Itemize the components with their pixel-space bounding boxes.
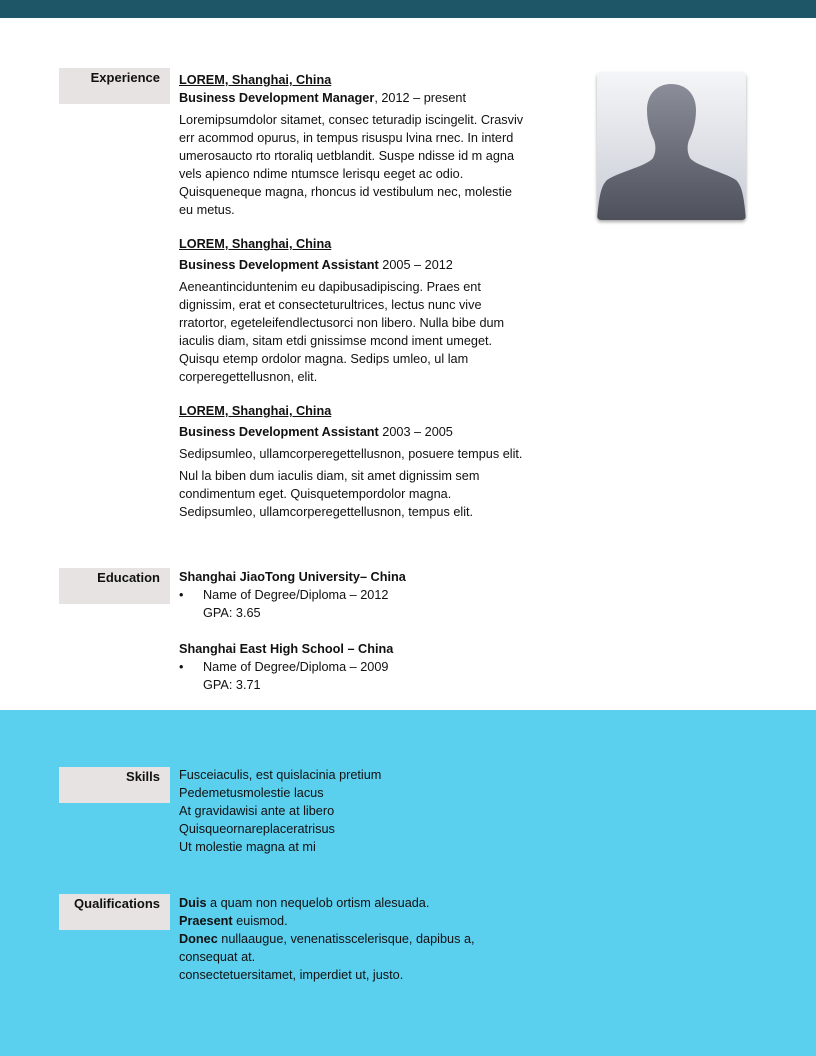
qualification-text: consectetuersitamet, imperdiet ut, justo.	[179, 968, 404, 982]
experience-list	[179, 71, 524, 521]
skill-item: At gravidawisi ante at libero	[179, 804, 335, 818]
job-title-line	[179, 423, 524, 441]
job-dates: , 2012 – present	[374, 91, 467, 105]
job-title: Business Development Assistant	[179, 258, 379, 272]
skill-item: Fusceiaculis, est quislacinia pretium	[179, 768, 382, 782]
job-dates: 2003 – 2005	[378, 425, 453, 439]
school-name: Shanghai JiaoTong University– China	[179, 570, 406, 584]
education-list	[179, 568, 524, 694]
skills-background-band	[0, 710, 816, 1056]
top-header-bar	[0, 0, 816, 18]
experience-section-label: Experience	[59, 68, 170, 104]
qualification-item	[179, 894, 479, 912]
job-entry	[179, 235, 524, 386]
qualification-keyword: Donec	[179, 932, 218, 946]
job-company: LOREM, Shanghai, China	[179, 73, 332, 87]
person-silhouette-icon	[597, 72, 746, 220]
profile-photo	[597, 72, 746, 220]
job-description: Aeneantinciduntenim eu dapibusadipiscing. Praes ent dignissim, erat et consecteturultrices, lectus nunc vive rratortor, egeteleifendlectusorci non libero. Nulla bibe dum iaculis diam, sitam etdi gnissimse mcond iment umeget. Quisqu etemp ordolor magna. Sedips umleo, ul lam corperegettellusnon, elit.	[179, 280, 505, 384]
degree-item: • Name of Degree/Diploma – 2012	[179, 586, 524, 604]
job-description: Nul la biben dum iaculis diam, sit amet dignissim sem condimentum eget. Quisquetempordolor magna. Sedipsumleo, ullamcorperegettellusnon, tempus elit.	[179, 469, 480, 519]
skills-list	[179, 766, 524, 856]
job-title-line	[179, 89, 524, 107]
job-company: LOREM, Shanghai, China	[179, 237, 332, 251]
education-entry	[179, 640, 524, 694]
qualifications-section-label: Qualifications	[59, 894, 170, 930]
qualification-keyword: Duis	[179, 896, 207, 910]
qualifications-list	[179, 894, 479, 984]
degree-item: • Name of Degree/Diploma – 2009	[179, 658, 524, 676]
job-description: Loremipsumdolor sitamet, consec teturadip iscingelit. Crasviv err acommod opurus, in tempus risuspu lvina rnec. In interd umerosaucto rto rtoraliq uetblandit. Suspe ndisse id m agna vels apienco ndime ntumsce lerisqu eeget ac odio. Quisqueneque magna, rhoncus id vestibulum nec, molestie eu metus.	[179, 113, 524, 217]
job-title: Business Development Manager	[179, 91, 375, 105]
qualification-text: nullaaugue, venenatisscelerisque, dapibus a, consequat at.	[179, 932, 475, 964]
education-section-label: Education	[59, 568, 170, 604]
qualification-keyword: Praesent	[179, 914, 233, 928]
gpa-value: GPA: 3.71	[203, 678, 261, 692]
skill-item: Pedemetusmolestie lacus	[179, 786, 324, 800]
qualification-item	[179, 930, 479, 966]
education-entry	[179, 568, 524, 622]
school-name: Shanghai East High School – China	[179, 642, 394, 656]
gpa-value: GPA: 3.65	[203, 606, 261, 620]
job-title-line	[179, 256, 524, 274]
qualification-text: euismod.	[232, 914, 288, 928]
qualification-item	[179, 966, 479, 984]
job-description: Sedipsumleo, ullamcorperegettellusnon, posuere tempus elit.	[179, 447, 523, 461]
job-company: LOREM, Shanghai, China	[179, 404, 332, 418]
job-entry	[179, 402, 524, 521]
skill-item: Ut molestie magna at mi	[179, 840, 316, 854]
qualification-item	[179, 912, 479, 930]
job-title: Business Development Assistant	[179, 425, 379, 439]
skills-section-label: Skills	[59, 767, 170, 803]
skill-item: Quisqueornareplaceratrisus	[179, 822, 335, 836]
job-dates: 2005 – 2012	[378, 258, 453, 272]
job-entry	[179, 71, 524, 219]
qualification-text: a quam non nequelob ortism alesuada.	[206, 896, 430, 910]
